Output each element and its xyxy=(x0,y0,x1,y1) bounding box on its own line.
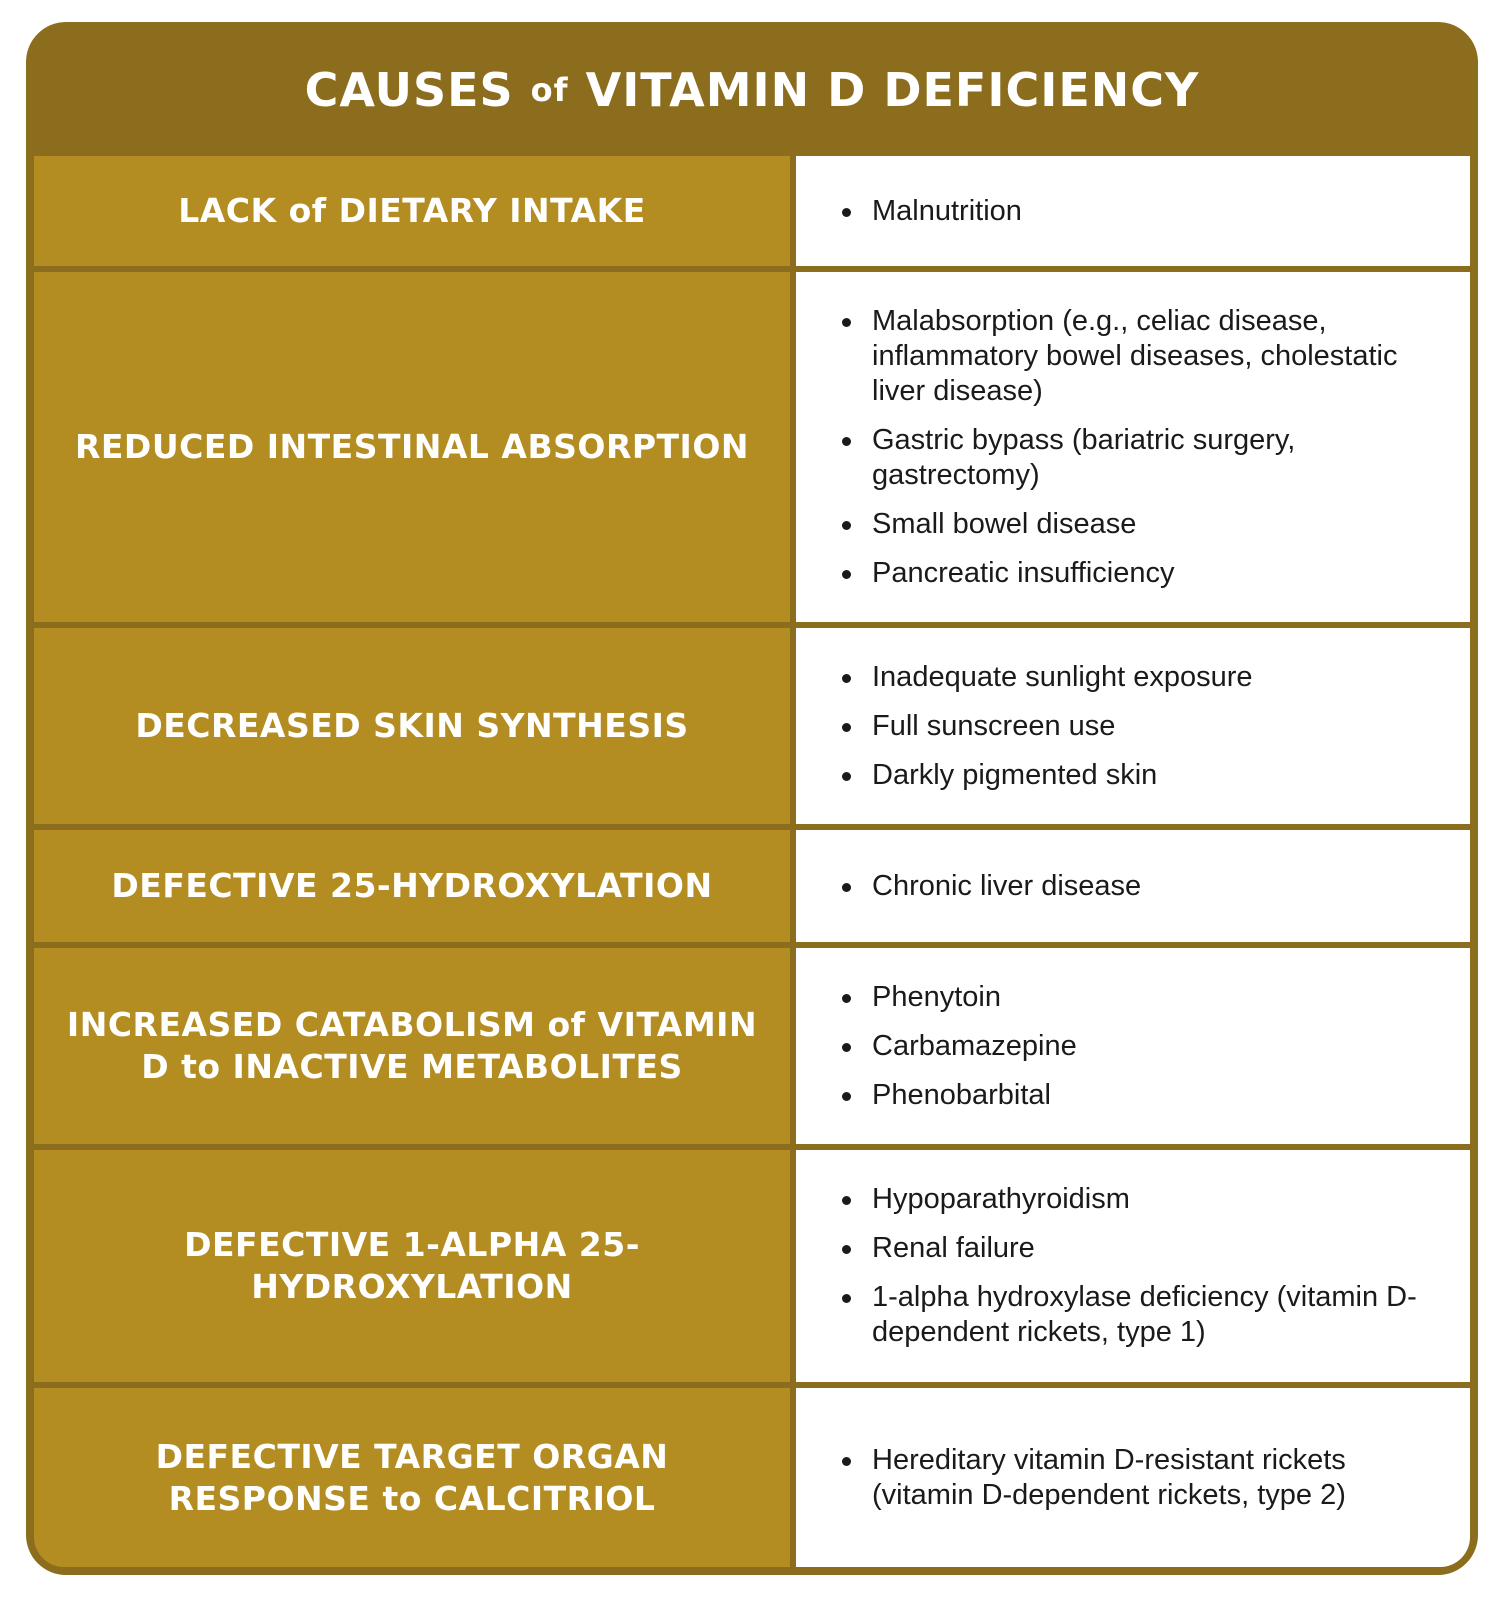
cause-label: DEFECTIVE 25-HYDROXYLATION xyxy=(34,830,790,942)
title-part-a: CAUSES xyxy=(304,63,514,117)
list-item: Pancreatic insufficiency xyxy=(842,556,1440,591)
table-row xyxy=(26,1150,1478,1382)
cause-label: DECREASED SKIN SYNTHESIS xyxy=(34,628,790,824)
table-row xyxy=(26,156,1478,266)
title-connector: of xyxy=(530,71,569,109)
list-item: Phenobarbital xyxy=(842,1078,1440,1113)
list-item: Malnutrition xyxy=(842,194,1440,229)
list-item: Renal failure xyxy=(842,1231,1440,1266)
title-part-b: VITAMIN D DEFICIENCY xyxy=(585,63,1200,117)
table-row xyxy=(26,830,1478,942)
list-item: Inadequate sunlight exposure xyxy=(842,660,1440,695)
causes-table xyxy=(26,22,1478,1575)
table-row xyxy=(26,628,1478,824)
examples-cell xyxy=(796,272,1470,622)
examples-cell xyxy=(796,1150,1470,1382)
list-item: Gastric bypass (bariatric surgery, gastrectomy) xyxy=(842,423,1440,493)
list-item: Hypoparathyroidism xyxy=(842,1182,1440,1217)
table-row xyxy=(26,948,1478,1144)
table-row xyxy=(26,272,1478,622)
examples-cell xyxy=(796,1388,1470,1567)
list-item: 1-alpha hydroxylase deficiency (vitamin D-dependent rickets, type 1) xyxy=(842,1280,1440,1350)
cause-label: DEFECTIVE 1-ALPHA 25-HYDROXYLATION xyxy=(34,1150,790,1382)
page-title xyxy=(26,22,1478,158)
cause-label: LACK of DIETARY INTAKE xyxy=(34,156,790,266)
list-item: Full sunscreen use xyxy=(842,709,1440,744)
examples-cell xyxy=(796,948,1470,1144)
table-row xyxy=(26,1388,1478,1567)
cause-label: DEFECTIVE TARGET ORGAN RESPONSE to CALCITRIOL xyxy=(34,1388,790,1567)
list-item: Darkly pigmented skin xyxy=(842,758,1440,793)
list-item: Small bowel disease xyxy=(842,507,1440,542)
list-item: Hereditary vitamin D-resistant rickets (vitamin D-dependent rickets, type 2) xyxy=(842,1443,1440,1513)
list-item: Malabsorption (e.g., celiac disease, inflammatory bowel diseases, cholestatic liver disease) xyxy=(842,304,1440,409)
examples-cell xyxy=(796,628,1470,824)
list-item: Carbamazepine xyxy=(842,1029,1440,1064)
list-item: Chronic liver disease xyxy=(842,869,1440,904)
examples-cell xyxy=(796,830,1470,942)
examples-cell xyxy=(796,156,1470,266)
cause-label: REDUCED INTESTINAL ABSORPTION xyxy=(34,272,790,622)
cause-label: INCREASED CATABOLISM of VITAMIN D to INACTIVE METABOLITES xyxy=(34,948,790,1144)
list-item: Phenytoin xyxy=(842,980,1440,1015)
